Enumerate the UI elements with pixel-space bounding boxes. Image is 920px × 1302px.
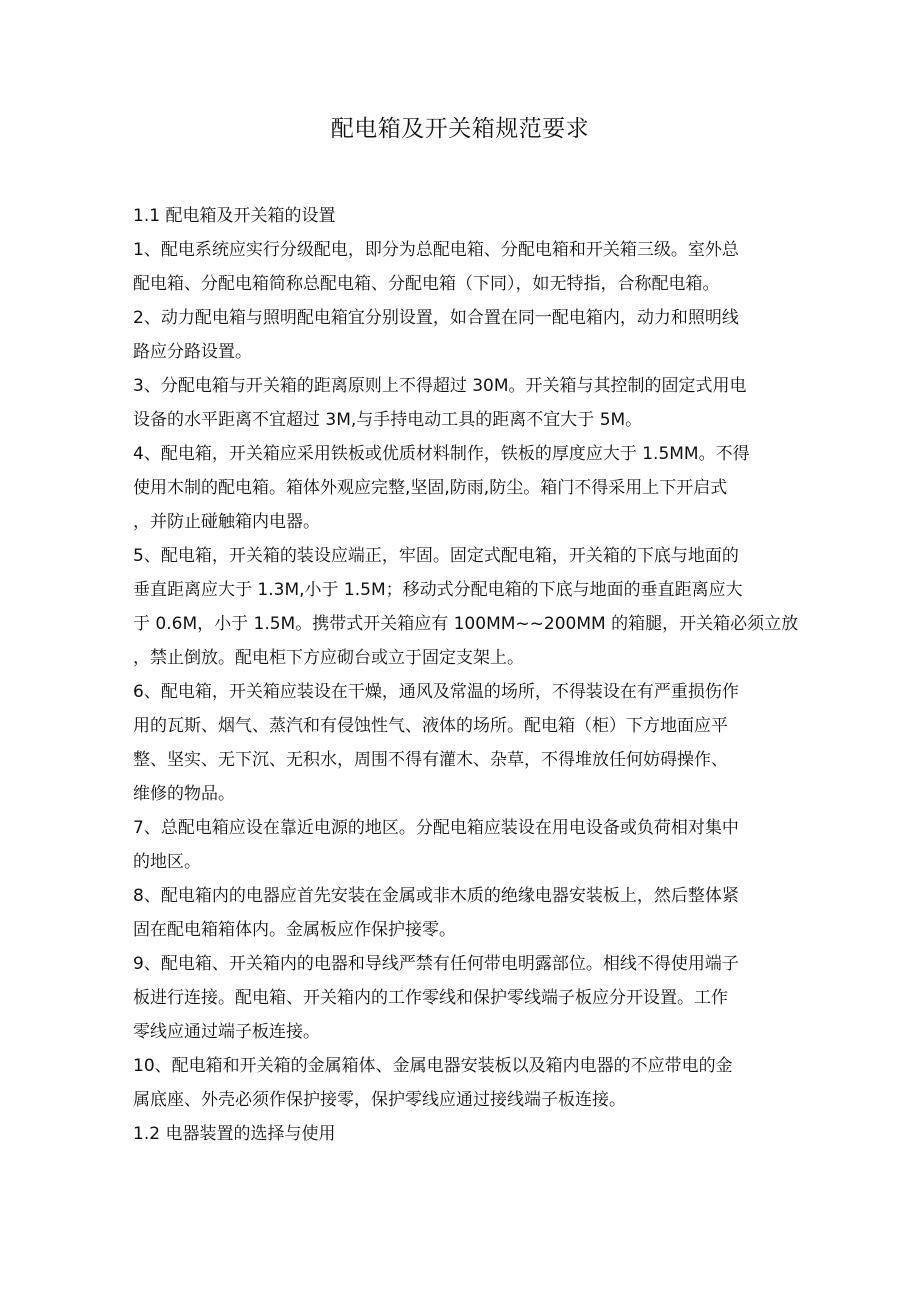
text-line: 整、坚实、无下沉、无积水，周围不得有灌木、杂草，不得堆放任何妨碍操作、 — [133, 750, 728, 770]
text-line: 配电箱、分配电箱简称总配电箱、分配电箱（下同），如无特指，合称配电箱。 — [133, 274, 720, 294]
document-body — [133, 199, 799, 1151]
text-line: 7、总配电箱应设在靠近电源的地区。分配电箱应装设在用电设备或负荷相对集中 — [133, 818, 739, 838]
text-line: 路应分路设置。 — [133, 342, 252, 362]
text-line: 维修的物品。 — [133, 784, 235, 804]
text-line: 的地区。 — [133, 852, 201, 872]
text-line: 2、动力配电箱与照明配电箱宜分别设置，如合置在同一配电箱内，动力和照明线 — [133, 308, 739, 328]
text-line: 1.1 配电箱及开关箱的设置 — [133, 206, 336, 226]
text-line: 用的瓦斯、烟气、蒸汽和有侵蚀性气、液体的场所。配电箱（柜）下方地面应平 — [133, 716, 728, 736]
text-line: 使用木制的配电箱。箱体外观应完整,坚固,防雨,防尘。箱门不得采用上下开启式 — [133, 478, 728, 498]
text-line: 属底座、外壳必须作保护接零，保护零线应通过接线端子板连接。 — [133, 1090, 626, 1110]
text-line: 3、分配电箱与开关箱的距离原则上不得超过 30M。开关箱与其控制的固定式用电 — [133, 376, 747, 396]
text-line: 设备的水平距离不宜超过 3M,与手持电动工具的距离不宜大于 5M。 — [133, 410, 643, 430]
text-line: 9、配电箱、开关箱内的电器和导线严禁有任何带电明露部位。相线不得使用端子 — [133, 954, 739, 974]
text-line: 1.2 电器装置的选择与使用 — [133, 1124, 336, 1144]
text-line: 10、配电箱和开关箱的金属箱体、金属电器安装板以及箱内电器的不应带电的金 — [133, 1056, 733, 1076]
text-line: 4、配电箱，开关箱应采用铁板或优质材料制作，铁板的厚度应大于 1.5MM。不得 — [133, 444, 750, 464]
text-line: 5、配电箱，开关箱的装设应端正，牢固。固定式配电箱，开关箱的下底与地面的 — [133, 546, 739, 566]
text-line: 零线应通过端子板连接。 — [133, 1022, 320, 1042]
document-title: 配电箱及开关箱规范要求 — [330, 116, 590, 142]
text-line: ，禁止倒放。配电柜下方应砌台或立于固定支架上。 — [133, 648, 524, 668]
text-line: 于 0.6M，小于 1.5M。携带式开关箱应有 100MM~~200MM 的箱腿，开关箱必须立放 — [133, 614, 799, 634]
text-line: ，并防止碰触箱内电器。 — [133, 512, 320, 532]
text-line: 固在配电箱箱体内。金属板应作保护接零。 — [133, 920, 456, 940]
text-line: 6、配电箱，开关箱应装设在干燥，通风及常温的场所，不得装设在有严重损伤作 — [133, 682, 739, 702]
text-line: 垂直距离应大于 1.3M,小于 1.5M；移动式分配电箱的下底与地面的垂直距离应大 — [133, 580, 743, 600]
text-line: 1、配电系统应实行分级配电，即分为总配电箱、分配电箱和开关箱三级。室外总 — [133, 240, 739, 260]
text-line: 8、配电箱内的电器应首先安装在金属或非木质的绝缘电器安装板上，然后整体紧 — [133, 886, 739, 906]
text-line: 板进行连接。配电箱、开关箱内的工作零线和保护零线端子板应分开设置。工作 — [133, 988, 728, 1008]
